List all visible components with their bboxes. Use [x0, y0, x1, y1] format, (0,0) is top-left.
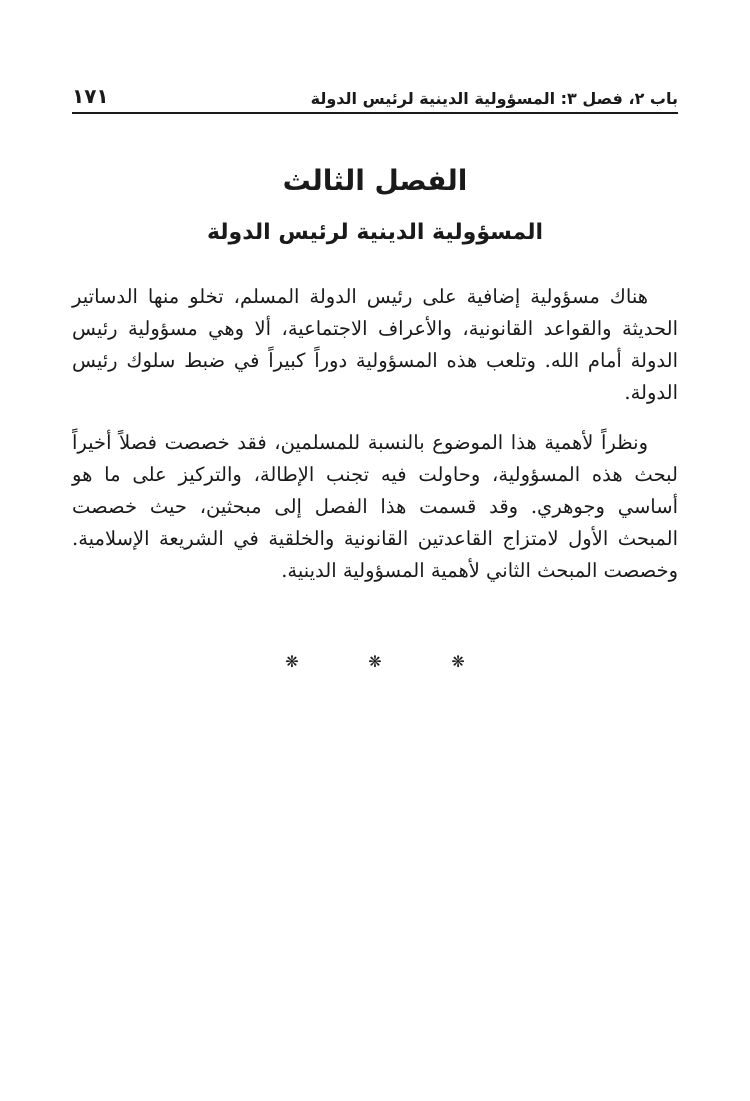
asterism-icon: ❋ [368, 652, 382, 671]
running-title: باب ٢، فصل ٣: المسؤولية الدينية لرئيس الدولة [310, 89, 678, 108]
asterism-icon: ❋ [451, 652, 465, 671]
chapter-subheading: المسؤولية الدينية لرئيس الدولة [206, 220, 544, 245]
asterism-icon: ❋ [285, 652, 299, 671]
page-number: ١٧١ [72, 84, 109, 108]
chapter-heading: الفصل الثالث [282, 164, 468, 197]
section-separator [0, 652, 750, 671]
body-paragraph: ونظراً لأهمية هذا الموضوع بالنسبة للمسلمين، فقد خصصت فصلاً أخيراً لبحث هذه المسؤولية، وحاولت فيه تجنب الإطالة، والتركيز على ما هو أساسي وجوهري. وقد قسمت هذا الفصل إلى مبحثين، حيث خصصت المبحث الأول لامتزاج القاعدتين القانونية والخلقية في الشريعة الإسلامية. وخصصت المبحث الثاني لأهمية المسؤولية الدينية. [72, 431, 678, 582]
body-paragraph: هناك مسؤولية إضافية على رئيس الدولة المسلم، تخلو منها الدساتير الحديثة والقواعد القانونية، والأعراف الاجتماعية، ألا وهي مسؤولية رئيس الدولة أمام الله. وتلعب هذه المسؤولية دوراً كبيراً في ضبط سلوك رئيس الدولة. [72, 285, 678, 404]
running-header [72, 84, 678, 114]
